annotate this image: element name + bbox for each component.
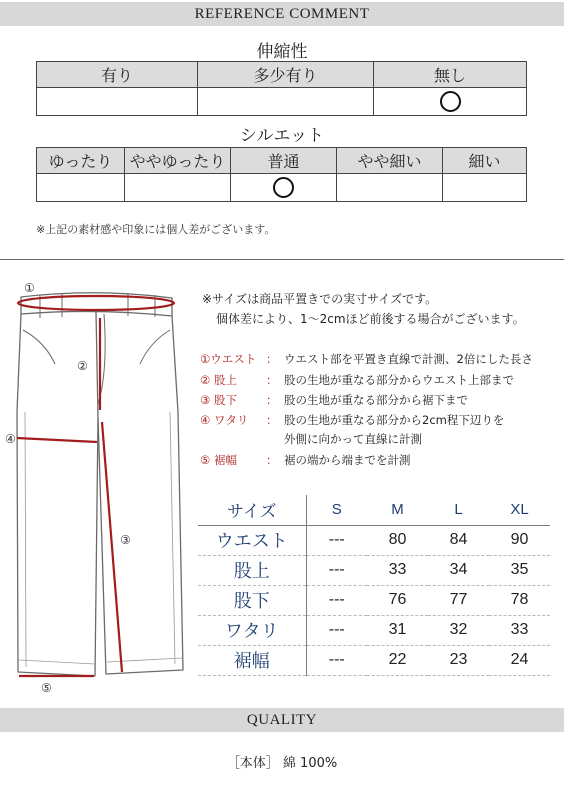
definition-thigh bbox=[200, 412, 504, 428]
silhouette-cell bbox=[125, 174, 231, 202]
silhouette-value-row bbox=[37, 174, 527, 202]
size-row-label: ウエスト bbox=[198, 525, 306, 555]
size-cell: 24 bbox=[489, 645, 550, 675]
size-note-line2: 個体差により、1～2cmほど前後する場合がございます。 bbox=[216, 312, 525, 326]
stretch-header-row bbox=[37, 62, 527, 88]
marker-waist: ① bbox=[24, 281, 35, 295]
definition-desc: 股の生地が重なる部分からウエスト上部まで bbox=[284, 373, 514, 387]
stretch-value-row bbox=[37, 88, 527, 116]
silhouette-option: 普通 bbox=[231, 148, 337, 174]
size-note-line1: ※サイズは商品平置きでの実寸サイズです。 bbox=[202, 292, 438, 306]
size-cell: 31 bbox=[367, 615, 428, 645]
size-corner-label: サイズ bbox=[198, 495, 306, 525]
definition-colon: ： bbox=[266, 413, 278, 427]
marker-hem: ⑤ bbox=[41, 681, 52, 695]
size-column-header: XL bbox=[489, 495, 550, 525]
size-cell: 84 bbox=[428, 525, 489, 555]
definition-key: ⑤ 裾幅 bbox=[200, 453, 237, 467]
silhouette-cell bbox=[231, 174, 337, 202]
size-row-label: 股下 bbox=[198, 585, 306, 615]
definition-key: ② 股上 bbox=[200, 373, 237, 387]
size-row-label: 股上 bbox=[198, 555, 306, 585]
definition-key: ③ 股下 bbox=[200, 393, 237, 407]
stretch-title: 伸縮性 bbox=[256, 42, 308, 62]
definition-waist bbox=[200, 351, 533, 367]
definition-desc: 股の生地が重なる部分から裾下まで bbox=[284, 393, 468, 407]
size-cell: 76 bbox=[367, 585, 428, 615]
individual-difference-note: ※上記の素材感や印象には個人差がございます。 bbox=[36, 223, 276, 236]
definition-key: ①ウエスト bbox=[200, 352, 257, 366]
definition-key: ④ ワタリ bbox=[200, 413, 249, 427]
size-table-row bbox=[198, 555, 550, 585]
size-cell: --- bbox=[306, 585, 367, 615]
silhouette-cell bbox=[443, 174, 527, 202]
size-column-header: L bbox=[428, 495, 489, 525]
size-table-row bbox=[198, 645, 550, 675]
size-table-header bbox=[198, 495, 550, 525]
stretch-table bbox=[36, 61, 527, 116]
size-table-row bbox=[198, 615, 550, 645]
waist-measure-line bbox=[18, 296, 174, 310]
definition-desc: 裾の端から端までを計測 bbox=[284, 453, 411, 467]
size-row-label: 裾幅 bbox=[198, 645, 306, 675]
thigh-measure-line bbox=[17, 438, 97, 442]
size-cell: 23 bbox=[428, 645, 489, 675]
silhouette-option: 細い bbox=[443, 148, 527, 174]
marker-rise: ② bbox=[77, 359, 88, 373]
size-cell: 77 bbox=[428, 585, 489, 615]
size-cell: --- bbox=[306, 615, 367, 645]
material-composition: ［本体］ 綿 100% bbox=[226, 756, 338, 771]
quality-header: QUALITY bbox=[0, 708, 564, 732]
definition-colon: ： bbox=[266, 453, 278, 467]
stretch-cell bbox=[198, 88, 374, 116]
selected-circle-icon bbox=[440, 91, 461, 112]
size-cell: 22 bbox=[367, 645, 428, 675]
definition-thigh-continuation: 外側に向かって直線に計測 bbox=[284, 432, 422, 446]
size-cell: 90 bbox=[489, 525, 550, 555]
size-table bbox=[198, 495, 550, 676]
silhouette-option: やや細い bbox=[337, 148, 443, 174]
definition-colon: ： bbox=[266, 352, 278, 366]
selected-circle-icon bbox=[273, 177, 294, 198]
definition-colon: ： bbox=[266, 373, 278, 387]
size-cell: 32 bbox=[428, 615, 489, 645]
stretch-option: 有り bbox=[37, 62, 198, 88]
size-cell: 34 bbox=[428, 555, 489, 585]
size-cell: --- bbox=[306, 555, 367, 585]
size-cell: 78 bbox=[489, 585, 550, 615]
silhouette-cell bbox=[337, 174, 443, 202]
silhouette-option: ゆったり bbox=[37, 148, 125, 174]
size-column-header: M bbox=[367, 495, 428, 525]
size-column-header: S bbox=[306, 495, 367, 525]
silhouette-table bbox=[36, 147, 527, 202]
marker-inseam: ③ bbox=[120, 533, 131, 547]
stretch-cell bbox=[374, 88, 527, 116]
definition-desc: 股の生地が重なる部分から2cm程下辺りを bbox=[284, 413, 505, 427]
definition-inseam bbox=[200, 392, 468, 408]
size-table-row bbox=[198, 525, 550, 555]
size-cell: 80 bbox=[367, 525, 428, 555]
stretch-option: 無し bbox=[374, 62, 527, 88]
definition-rise bbox=[200, 372, 514, 388]
definition-colon: ： bbox=[266, 393, 278, 407]
size-cell: 33 bbox=[367, 555, 428, 585]
reference-comment-header: REFERENCE COMMENT bbox=[0, 2, 564, 26]
silhouette-title: シルエット bbox=[239, 126, 325, 146]
size-cell: 33 bbox=[489, 615, 550, 645]
silhouette-cell bbox=[37, 174, 125, 202]
stretch-option: 多少有り bbox=[198, 62, 374, 88]
definition-hem bbox=[200, 452, 411, 468]
silhouette-header-row bbox=[37, 148, 527, 174]
marker-thigh: ④ bbox=[5, 432, 16, 446]
pants-diagram bbox=[0, 272, 200, 702]
section-divider bbox=[0, 259, 564, 260]
size-cell: --- bbox=[306, 645, 367, 675]
silhouette-option: ややゆったり bbox=[125, 148, 231, 174]
size-cell: 35 bbox=[489, 555, 550, 585]
stretch-cell bbox=[37, 88, 198, 116]
size-row-label: ワタリ bbox=[198, 615, 306, 645]
size-cell: --- bbox=[306, 525, 367, 555]
definition-desc: ウエスト部を平置き直線で計測、2倍にした長さ bbox=[284, 352, 533, 366]
size-table-row bbox=[198, 585, 550, 615]
